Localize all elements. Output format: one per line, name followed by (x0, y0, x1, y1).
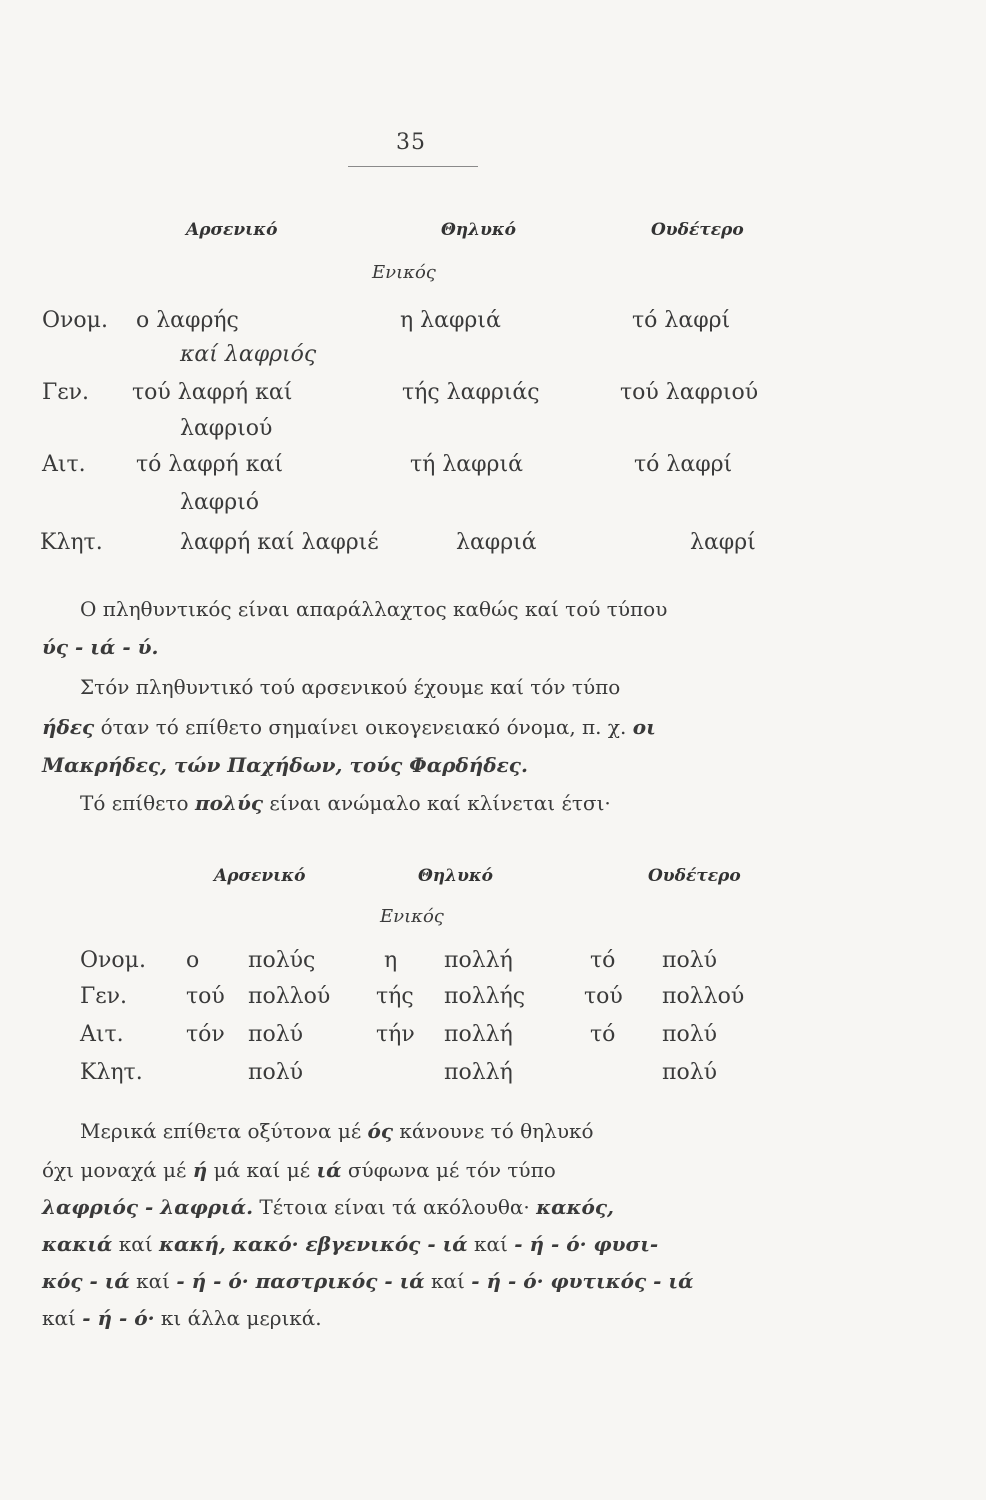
paragraph-oxytone-adjectives-cont (42, 1152, 792, 1337)
bold-term: κός - ιά (42, 1269, 130, 1293)
text-line: Ο πληθυντικός είναι απαράλλαχτος καθώς καί τού τύπου (80, 597, 668, 621)
bold-term: ήδες (42, 715, 95, 739)
fem-form: πολλή (444, 948, 513, 973)
header-masculine: Αρσενικό (186, 220, 278, 240)
fem-form: τής λαφριάς (402, 380, 540, 405)
text-span: κάνουνε τό θηλυκό (393, 1119, 594, 1143)
text-line: ύς - ιά - ύ. (42, 635, 159, 659)
text-span: καί (129, 1269, 177, 1293)
text-span: καί (424, 1269, 472, 1293)
text-span: κι άλλα μερικά. (154, 1306, 322, 1330)
text-line (42, 1300, 792, 1337)
neut-article: τού (584, 984, 623, 1009)
text-line (80, 786, 792, 820)
fem-article: η (384, 948, 398, 973)
masc-form: λαφριό (180, 490, 260, 515)
paragraph-plural-cont (42, 630, 792, 664)
case-label: Αιτ. (80, 1022, 124, 1047)
text-line: Στόν πληθυντικό τού αρσενικού έχουμε καί τόν τύπο (80, 675, 621, 699)
paragraph-polys (80, 786, 792, 820)
masc-form: λαφριού (180, 416, 273, 441)
neut-form: τό λαφρί (634, 452, 733, 477)
bold-term: ή (192, 1158, 208, 1182)
bold-term: κακός, (536, 1195, 614, 1219)
masc-form: ο λαφρής (136, 308, 239, 333)
fem-article: τήν (376, 1022, 415, 1047)
case-label: Κλητ. (80, 1060, 143, 1085)
fem-article: τής (376, 984, 414, 1009)
neut-form: πολύ (662, 1022, 718, 1047)
masc-form: τού λαφρή καί (132, 380, 293, 405)
text-line (42, 1263, 792, 1300)
header-neuter: Ουδέτερο (648, 866, 741, 886)
bold-term: ός (367, 1119, 394, 1143)
text-span: όχι μοναχά μέ (42, 1158, 193, 1182)
page-number: 35 (396, 130, 426, 155)
bold-term: πολύς (194, 791, 264, 815)
header-neuter: Ουδέτερο (651, 220, 744, 240)
neut-form: πολύ (662, 1060, 718, 1085)
masc-article: ο (186, 948, 200, 973)
header-masculine: Αρσενικό (214, 866, 306, 886)
text-span: Τέτοια είναι τά ακόλουθα· (253, 1195, 537, 1219)
masc-form: λαφρή καί λαφριέ (180, 530, 379, 555)
neut-form: πολλού (662, 984, 745, 1009)
paragraph-plural (80, 592, 792, 626)
masc-form: πολύ (248, 1022, 304, 1047)
masc-article: τόν (186, 1022, 225, 1047)
text-line (80, 1114, 792, 1148)
neut-article: τό (590, 948, 616, 973)
case-label: Αιτ. (42, 452, 86, 477)
bold-term: λαφριός - λαφριά. (42, 1195, 254, 1219)
text-span: είναι ανώμαλο καί κλίνεται έτσι· (263, 791, 611, 815)
text-span: καί (42, 1306, 83, 1330)
bold-term: κακιά (42, 1232, 113, 1256)
paragraph-family-names-cont (42, 710, 792, 782)
text-line (42, 1226, 792, 1263)
text-line (42, 710, 792, 744)
text-span: καί (467, 1232, 515, 1256)
bold-term: - ή - ό· (82, 1306, 155, 1330)
header-feminine: Θηλυκό (418, 866, 493, 886)
page-number-rule (348, 166, 478, 167)
singular-label: Ενικός (380, 906, 444, 927)
text-span: Τό επίθετο (80, 791, 195, 815)
masc-form: πολύ (248, 1060, 304, 1085)
text-line: Μακρήδες, τών Παχήδων, τούς Φαρδήδες. (42, 753, 528, 777)
fem-form: η λαφριά (400, 308, 501, 333)
header-feminine: Θηλυκό (441, 220, 516, 240)
case-label: Κλητ. (40, 530, 103, 555)
fem-form: πολλής (444, 984, 526, 1009)
paragraph-family-names (80, 670, 792, 704)
text-span: όταν τό επίθετο σημαίνει οικογενειακό όνομα, π. χ. (94, 715, 633, 739)
fem-form: λαφριά (456, 530, 537, 555)
case-label: Γεν. (42, 380, 90, 405)
text-span: καί (112, 1232, 160, 1256)
neut-article: τό (590, 1022, 616, 1047)
case-label: Ονομ. (80, 948, 146, 973)
text-span: Μερικά επίθετα οξύτονα μέ (80, 1119, 368, 1143)
neut-form: πολύ (662, 948, 718, 973)
bold-term: οι (632, 715, 656, 739)
bold-term: - ή - ό· παστρικός - ιά (176, 1269, 425, 1293)
bold-term: ιά (316, 1158, 342, 1182)
case-label: Ονομ. (42, 308, 108, 333)
masc-form: καί λαφριός (180, 342, 317, 367)
singular-label: Ενικός (372, 262, 436, 283)
neut-form: τό λαφρί (632, 308, 731, 333)
text-line (42, 1189, 792, 1226)
paragraph-oxytone-adjectives (80, 1114, 792, 1148)
text-span: σύφωνα μέ τόν τύπο (341, 1158, 556, 1182)
neut-form: λαφρί (690, 530, 756, 555)
fem-form: τή λαφριά (410, 452, 523, 477)
text-span: μά καί μέ (207, 1158, 317, 1182)
text-line (42, 1152, 792, 1189)
masc-article: τού (186, 984, 225, 1009)
bold-term: κακή, κακό· εβγενικός - ιά (159, 1232, 468, 1256)
masc-form: πολλού (248, 984, 331, 1009)
bold-term: - ή - ό· φυτικός - ιά (471, 1269, 694, 1293)
bold-term: - ή - ό· φυσι- (514, 1232, 659, 1256)
masc-form: πολύς (248, 948, 316, 973)
fem-form: πολλή (444, 1060, 513, 1085)
case-label: Γεν. (80, 984, 128, 1009)
fem-form: πολλή (444, 1022, 513, 1047)
masc-form: τό λαφρή καί (136, 452, 283, 477)
neut-form: τού λαφριού (620, 380, 759, 405)
